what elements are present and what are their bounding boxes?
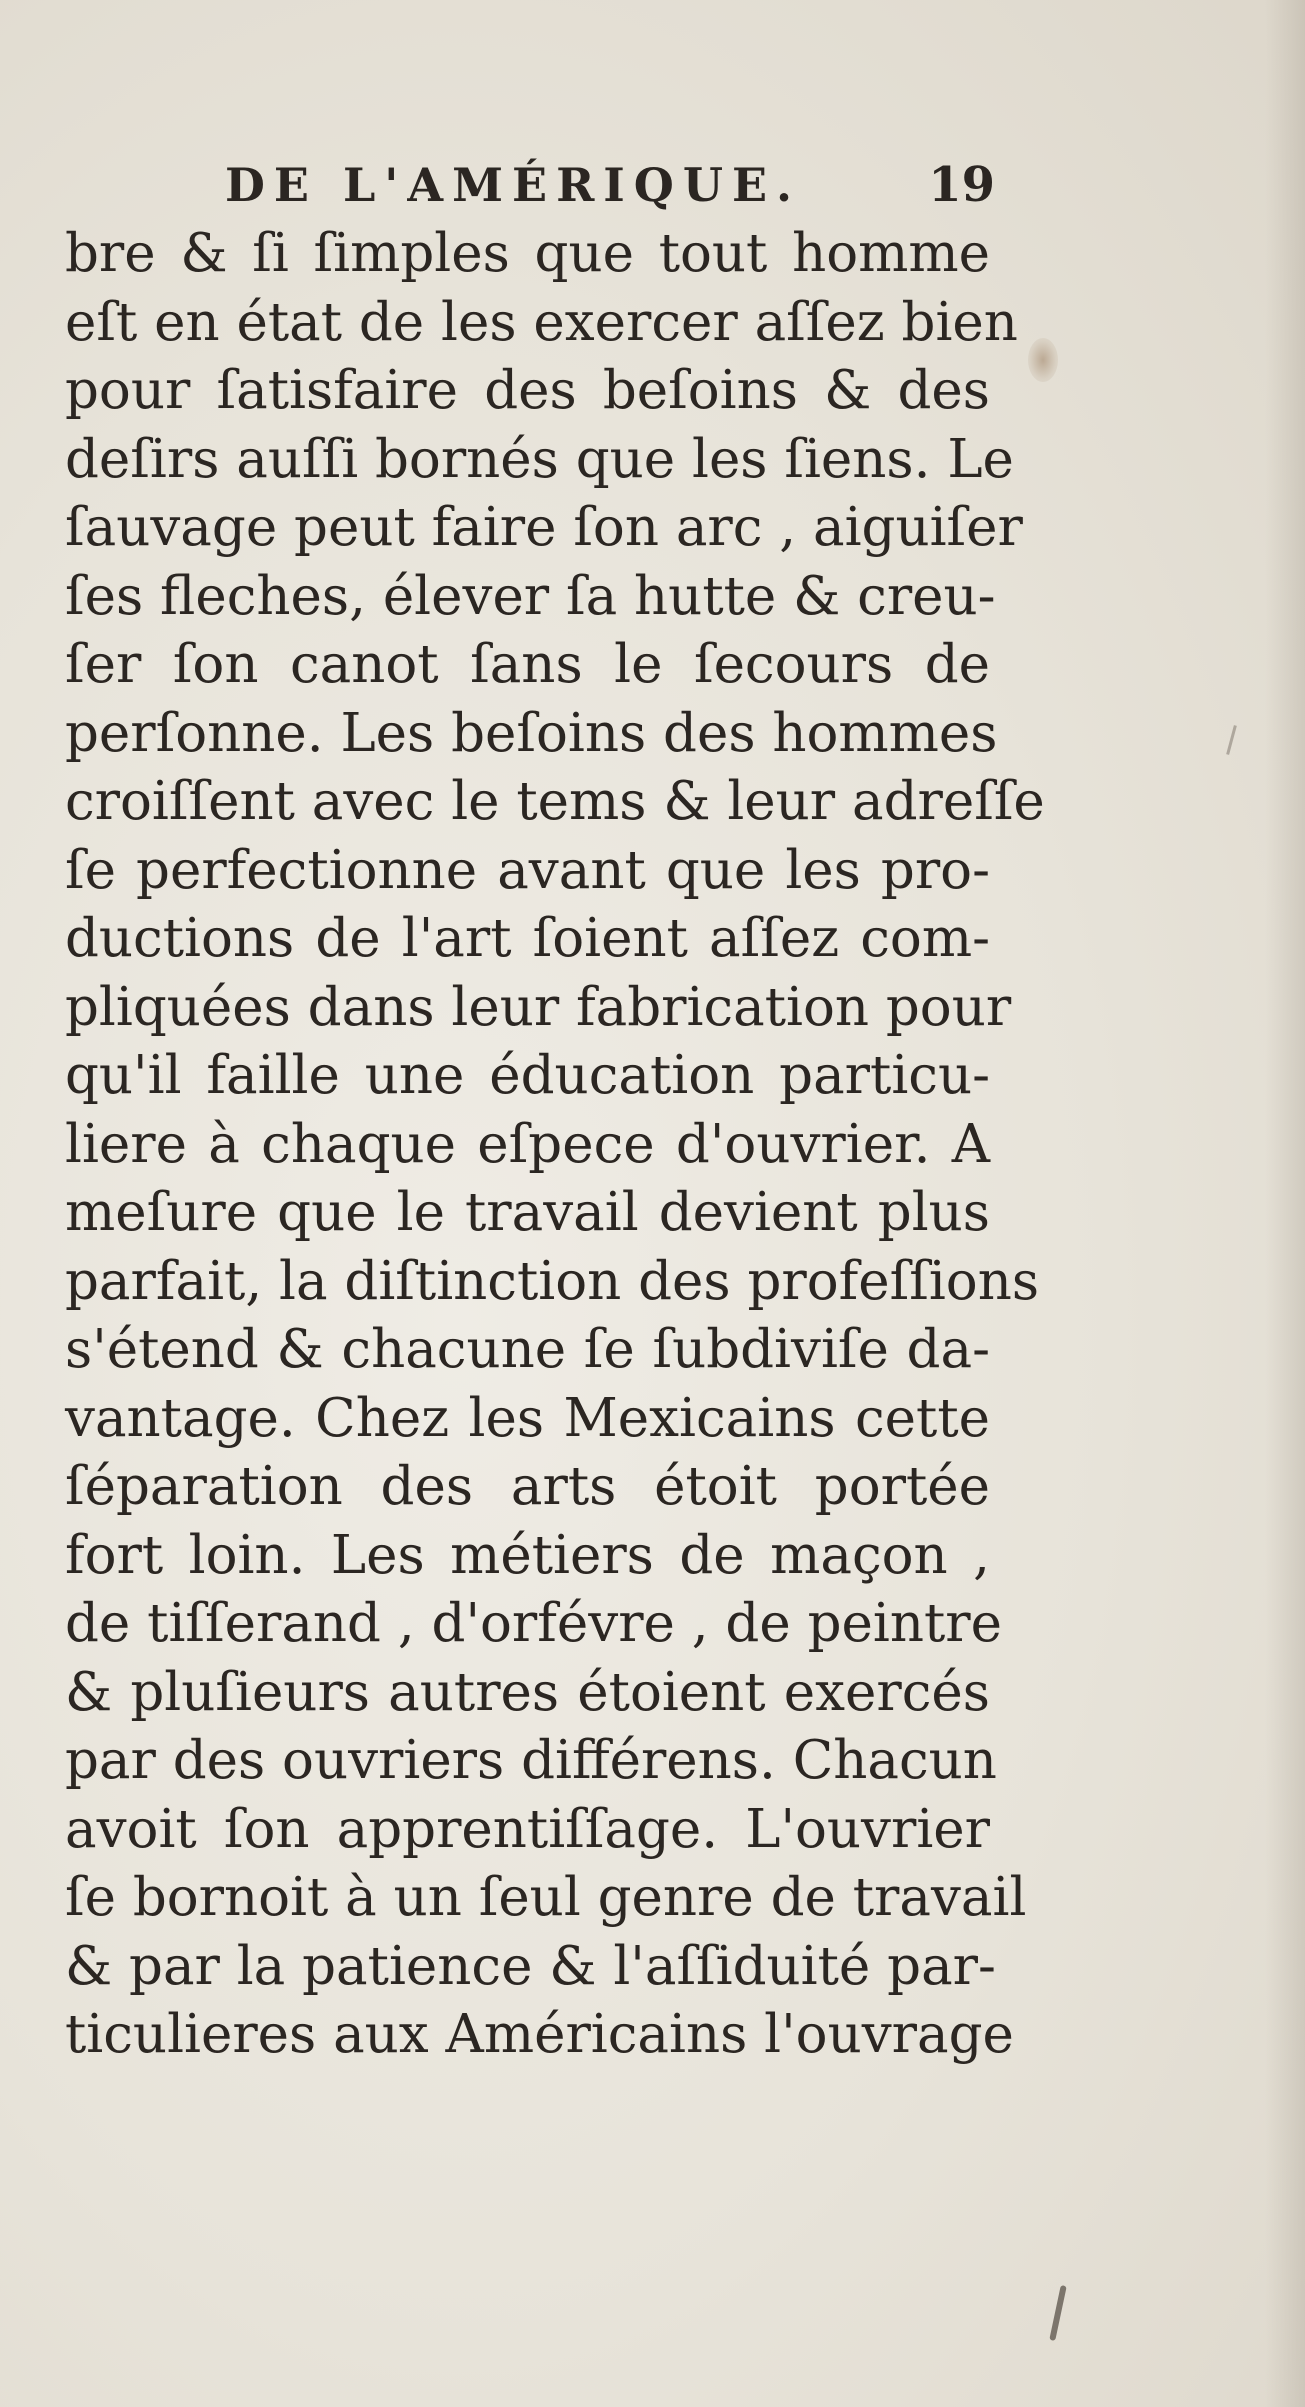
show-through-text [1030, 1010, 1200, 1170]
text-line: de tiſſerand , d'orfévre , de peintre [65, 1593, 1002, 1654]
text-line: ticulieres aux Américains l'ouvrage [65, 2004, 1014, 2065]
text-line: ſer ſon canot ſans le ſecours de [65, 634, 990, 695]
page-number: 19 [928, 157, 995, 213]
text-line: perſonne. Les beſoins des hommes [65, 702, 998, 764]
text-line: parfait, la diſtinction des profeſſions [65, 1250, 1040, 1312]
text-line: liere à chaque eſpece d'ouvrier. A [65, 1113, 990, 1175]
text-line: & par la patience & l'aſſiduité par- [65, 1935, 996, 1997]
text-line: fort loin. Les métiers de maçon , [65, 1524, 990, 1586]
page-gutter-shadow [1265, 0, 1305, 2407]
text-line: vantage. Chez les Mexicains cette [65, 1387, 990, 1449]
text-line: ſauvage peut faire ſon arc , aiguiſer [65, 497, 1023, 558]
text-line: pour ſatisfaire des beſoins & des [65, 360, 990, 421]
body-text [65, 220, 1045, 2070]
text-line: eſt en état de les exercer aſſez bien [65, 291, 1018, 353]
text-line: qu'il faille une éducation particu- [65, 1045, 990, 1106]
text-line: deſirs auſſi bornés que les ſiens. Le [65, 428, 1014, 490]
text-line: avoit ſon apprentiſſage. L'ouvrier [65, 1798, 990, 1860]
text-line: ductions de l'art ſoient aſſez com- [65, 908, 990, 969]
text-line: ſéparation des arts étoit portée [65, 1456, 990, 1517]
running-title: DE L'AMÉRIQUE. [225, 158, 802, 212]
text-line: s'étend & chacune ſe ſubdiviſe da- [65, 1319, 990, 1380]
text-line: meſure que le travail devient plus [65, 1182, 990, 1243]
text-line: ſe perfectionne avant que les pro- [65, 839, 990, 901]
text-line: & pluſieurs autres étoient exercés [65, 1661, 990, 1723]
text-line: bre & ſi ſimples que tout homme [65, 223, 990, 284]
page-header [225, 150, 995, 220]
text-line: ſe bornoit à un ſeul genre de travail [65, 1867, 1027, 1928]
text-line: croiſſent avec le tems & leur adreſſe [65, 771, 1045, 832]
text-line: pliquées dans leur fabrication pour [65, 976, 1012, 1038]
text-line: par des ouvriers différens. Chacun [65, 1730, 997, 1791]
text-line: ſes fleches, élever ſa hutte & creu- [65, 565, 996, 627]
paper-stain [1028, 338, 1058, 382]
